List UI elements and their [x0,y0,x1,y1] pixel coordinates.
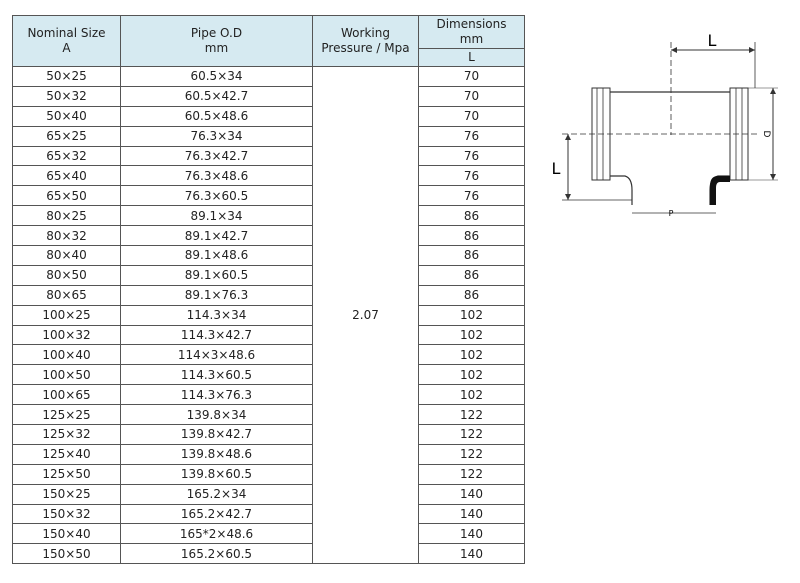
header-dimensions-label: Dimensions [436,17,507,31]
header-nominal-size [13,16,121,67]
spec-table [12,15,525,564]
nominal-size-cell: 80×65 [13,285,121,305]
nominal-size-cell: 80×32 [13,226,121,246]
dimension-l-cell: 102 [419,385,525,405]
dimension-l-cell: 70 [419,86,525,106]
pipe-od-cell: 114.3×42.7 [121,325,313,345]
dimension-l-cell: 76 [419,186,525,206]
table-row [13,444,525,464]
dimension-l-cell: 102 [419,365,525,385]
table-row [13,365,525,385]
pipe-od-cell: 139.8×34 [121,405,313,425]
table-row [13,425,525,445]
nominal-size-cell: 65×25 [13,126,121,146]
pipe-od-cell: 165.2×60.5 [121,544,313,564]
pipe-od-cell: 76.3×60.5 [121,186,313,206]
tee-fitting-diagram [540,30,790,230]
header-dimensions [419,16,525,49]
working-pressure-cell: 2.07 [313,67,419,564]
pipe-od-cell: 76.3×42.7 [121,146,313,166]
dimension-l-cell: 70 [419,106,525,126]
pipe-od-cell: 114×3×48.6 [121,345,313,365]
nominal-size-cell: 50×40 [13,106,121,126]
table-row [13,524,525,544]
dimension-l-cell: 140 [419,504,525,524]
nominal-size-cell: 150×32 [13,504,121,524]
dimension-l-cell: 86 [419,265,525,285]
pipe-od-cell: 60.5×48.6 [121,106,313,126]
pipe-od-cell: 165.2×42.7 [121,504,313,524]
nominal-size-cell: 100×50 [13,365,121,385]
dimension-l-cell: 122 [419,405,525,425]
nominal-size-cell: 125×32 [13,425,121,445]
header-nominal-size-unit: A [62,41,71,55]
pipe-od-cell: 114.3×76.3 [121,385,313,405]
nominal-size-cell: 50×32 [13,86,121,106]
table-row [13,106,525,126]
pipe-od-cell: 76.3×34 [121,126,313,146]
dimension-l-cell: 102 [419,325,525,345]
spec-table-body [13,67,525,564]
header-dimension-l: L [419,49,525,67]
table-row [13,405,525,425]
pipe-od-cell: 89.1×42.7 [121,226,313,246]
dimension-l-cell: 70 [419,67,525,87]
dimension-l-cell: 86 [419,246,525,266]
dimension-l-cell: 122 [419,425,525,445]
pipe-od-cell: 89.1×48.6 [121,246,313,266]
left-l-label: L [551,159,561,178]
header-nominal-size-label: Nominal Size [27,26,106,40]
nominal-size-cell: 150×25 [13,484,121,504]
pipe-od-cell: 139.8×60.5 [121,464,313,484]
dimension-l-cell: 76 [419,166,525,186]
table-row [13,206,525,226]
p-label: P [668,209,674,218]
dimension-l-cell: 140 [419,544,525,564]
pipe-od-cell: 89.1×34 [121,206,313,226]
pipe-od-cell: 60.5×42.7 [121,86,313,106]
nominal-size-cell: 65×32 [13,146,121,166]
dimension-l-cell: 76 [419,126,525,146]
nominal-size-cell: 125×50 [13,464,121,484]
table-row [13,246,525,266]
pipe-od-cell: 165*2×48.6 [121,524,313,544]
pipe-od-cell: 114.3×60.5 [121,365,313,385]
dimension-l-cell: 140 [419,524,525,544]
table-row [13,385,525,405]
table-row [13,325,525,345]
header-dimensions-unit: mm [459,32,484,46]
header-working-pressure-line1: Working [341,26,390,40]
table-row [13,67,525,87]
table-row [13,265,525,285]
top-l-label: L [707,31,717,50]
table-row [13,504,525,524]
table-row [13,186,525,206]
dimension-l-cell: 86 [419,226,525,246]
nominal-size-cell: 65×40 [13,166,121,186]
pipe-od-cell: 76.3×48.6 [121,166,313,186]
nominal-size-cell: 100×25 [13,305,121,325]
dimension-l-cell: 76 [419,146,525,166]
nominal-size-cell: 125×25 [13,405,121,425]
pipe-od-cell: 60.5×34 [121,67,313,87]
table-row [13,305,525,325]
nominal-size-cell: 150×50 [13,544,121,564]
dimension-l-cell: 86 [419,285,525,305]
pipe-od-cell: 114.3×34 [121,305,313,325]
nominal-size-cell: 100×32 [13,325,121,345]
table-row [13,126,525,146]
tee-section-hatch [710,176,730,205]
pipe-od-cell: 89.1×60.5 [121,265,313,285]
header-working-pressure [313,16,419,67]
header-pipe-od-label: Pipe O.D [190,26,243,40]
dimension-l-cell: 102 [419,305,525,325]
nominal-size-cell: 65×50 [13,186,121,206]
nominal-size-cell: 80×40 [13,246,121,266]
table-row [13,464,525,484]
pipe-od-cell: 139.8×48.6 [121,444,313,464]
nominal-size-cell: 125×40 [13,444,121,464]
nominal-size-cell: 100×65 [13,385,121,405]
dimension-l-cell: 122 [419,464,525,484]
nominal-size-cell: 100×40 [13,345,121,365]
nominal-size-cell: 50×25 [13,67,121,87]
nominal-size-cell: 80×50 [13,265,121,285]
dimension-l-cell: 122 [419,444,525,464]
table-row [13,345,525,365]
nominal-size-cell: 150×40 [13,524,121,544]
header-pipe-od [121,16,313,67]
dimension-l-cell: 102 [419,345,525,365]
table-row [13,166,525,186]
header-working-pressure-line2: Pressure / Mpa [321,41,410,55]
table-row [13,226,525,246]
pipe-od-cell: 89.1×76.3 [121,285,313,305]
table-row [13,285,525,305]
pipe-od-cell: 139.8×42.7 [121,425,313,445]
pipe-od-cell: 165.2×34 [121,484,313,504]
nominal-size-cell: 80×25 [13,206,121,226]
dimension-l-cell: 86 [419,206,525,226]
table-row [13,146,525,166]
dimension-l-cell: 140 [419,484,525,504]
header-pipe-od-unit: mm [204,41,229,55]
table-row [13,544,525,564]
table-row [13,484,525,504]
d-label: D [761,130,771,138]
table-row [13,86,525,106]
